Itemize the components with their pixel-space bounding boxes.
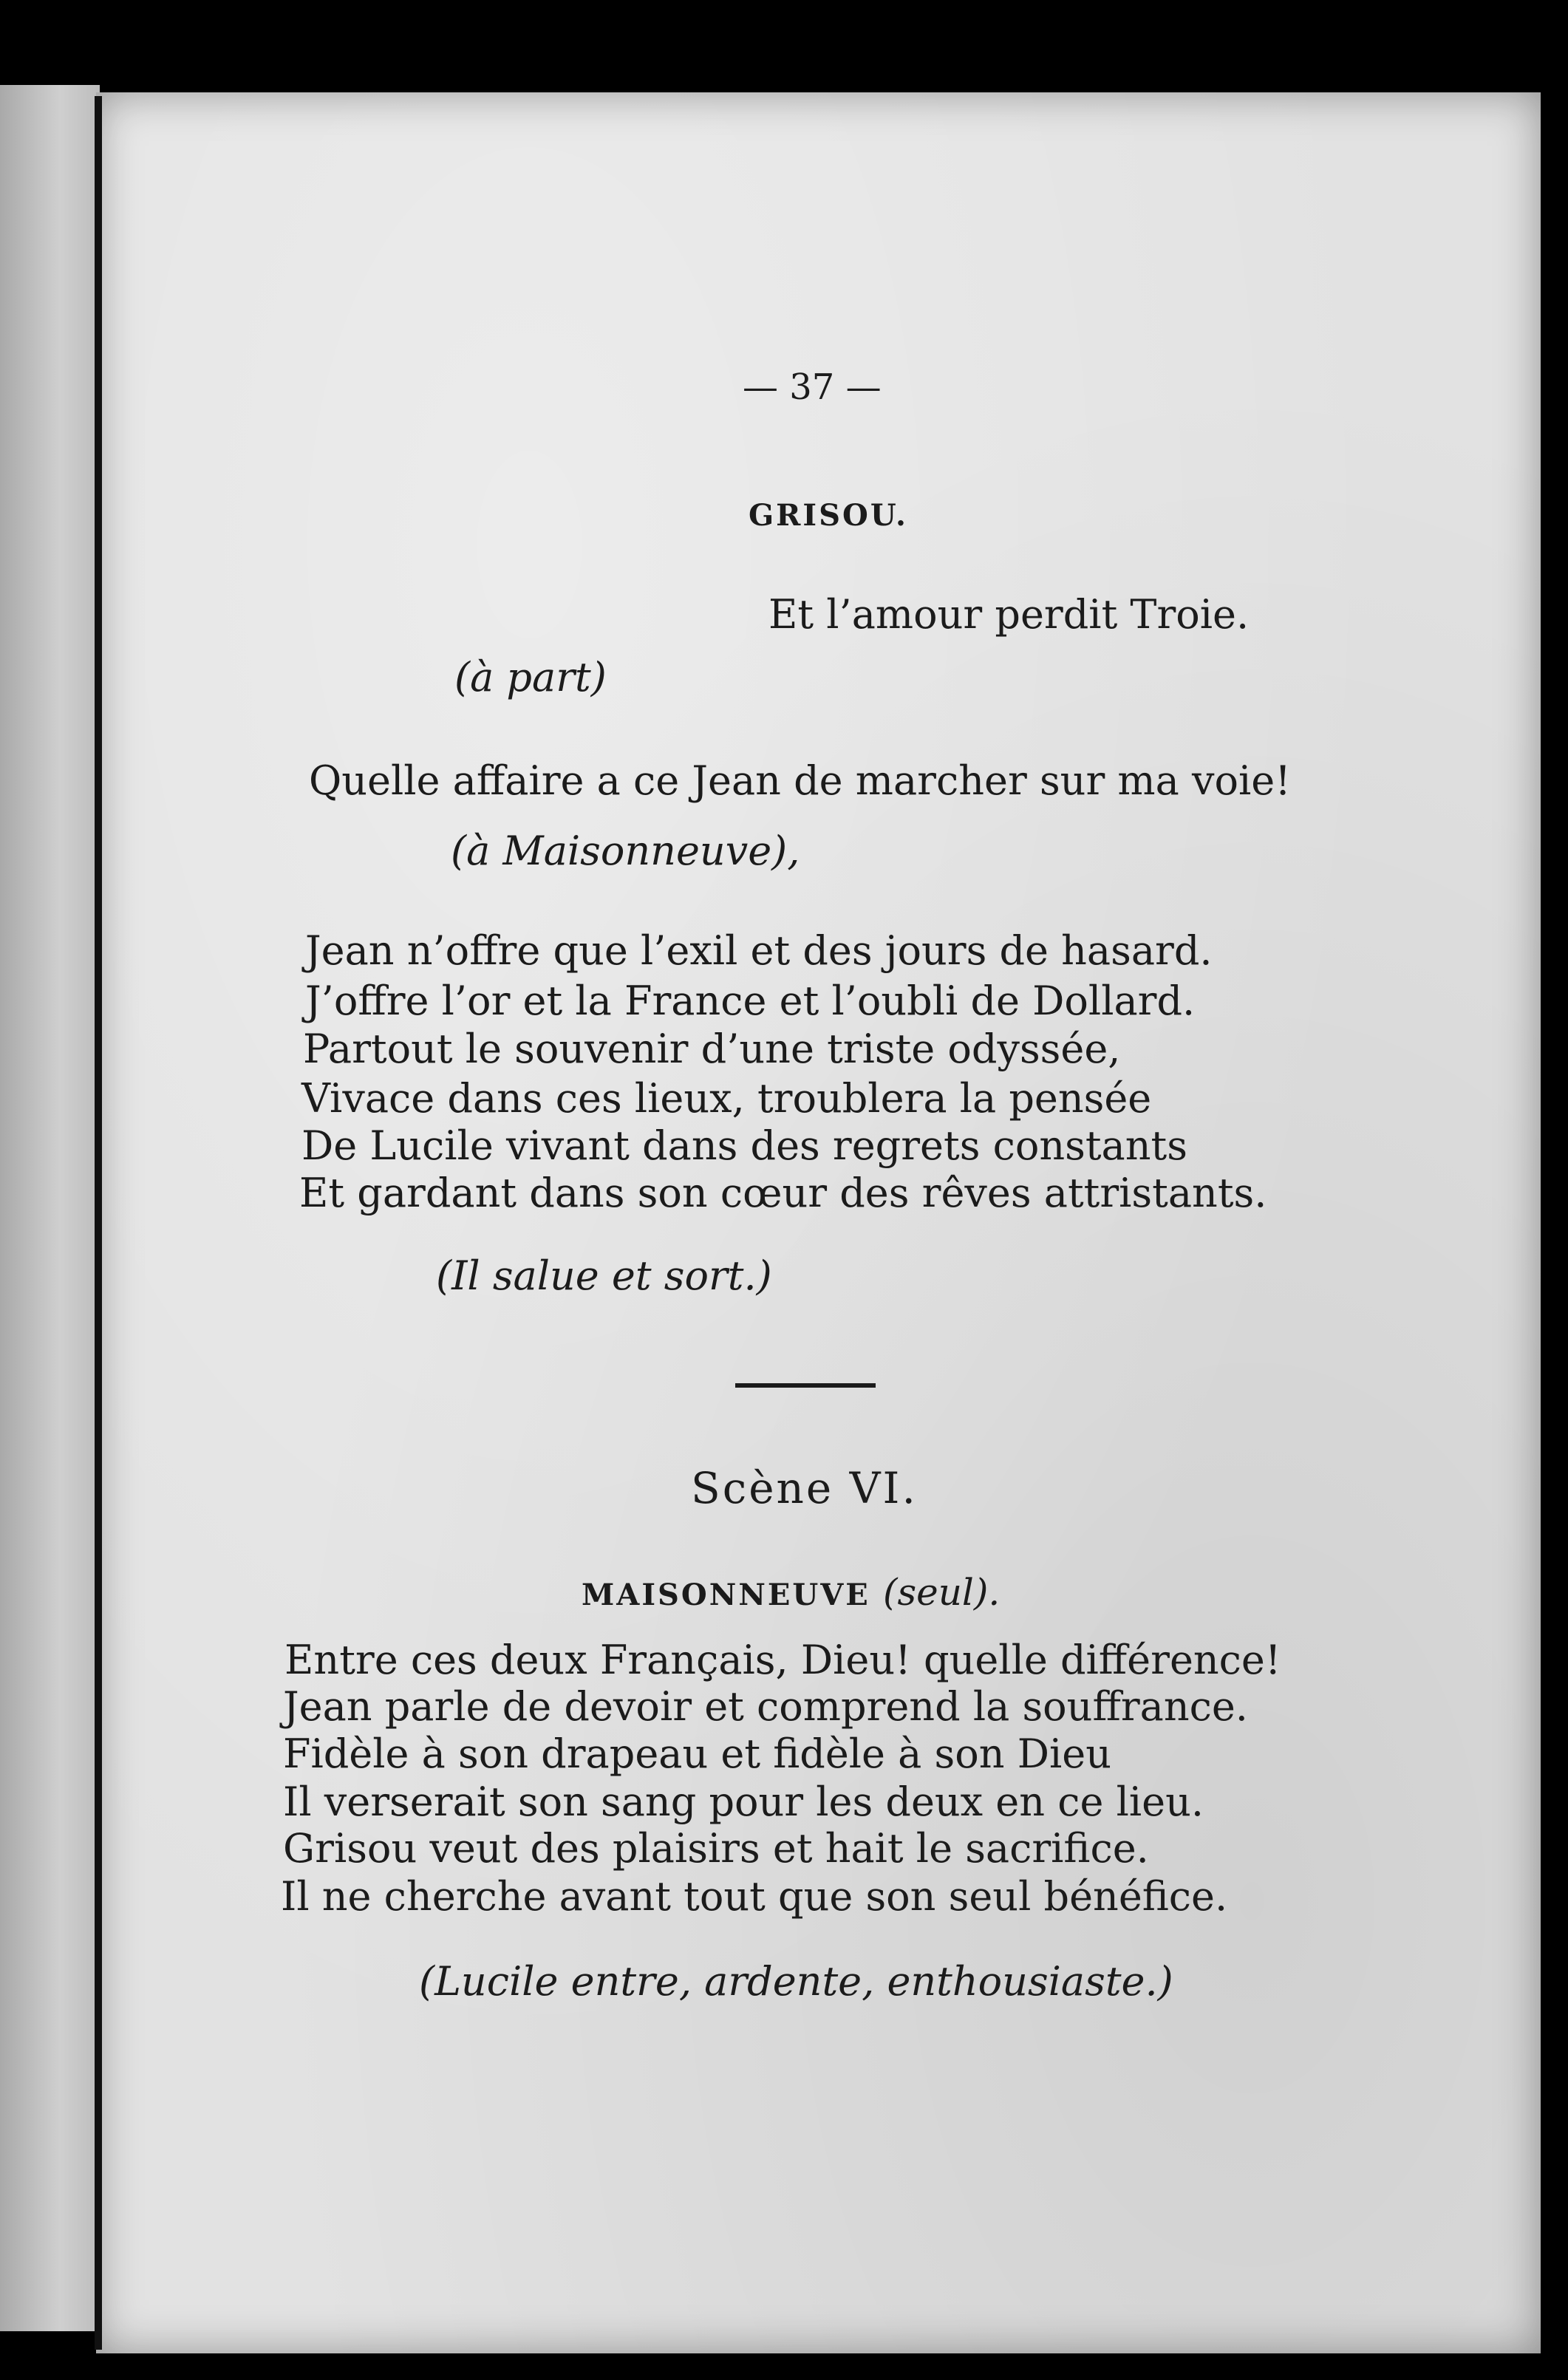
verse-line: Partout le souvenir d’une triste odyssée, (303, 1026, 1121, 1072)
verse-line: Jean n’offre que l’exil et des jours de hasard. (305, 927, 1213, 974)
stage-direction-lucile-enters: (Lucile entre, ardente, enthousiaste.) (419, 1958, 1173, 2005)
page-number: — 37 — (743, 366, 882, 408)
stage-direction-a-maisonneuve: (à Maisonneuve), (451, 828, 800, 874)
verse-line: De Lucile vivant dans des regrets constants (301, 1122, 1187, 1169)
stage-direction-exit: (Il salue et sort.) (436, 1252, 772, 1299)
verse-line: Il ne cherche avant tout que son seul bénéfice. (281, 1873, 1228, 1920)
scene-divider (735, 1383, 876, 1388)
page-spine (95, 96, 102, 2350)
book-page (96, 92, 1541, 2353)
scene-title: Scène VI. (691, 1463, 918, 1513)
speaker-maisonneuve-note: (seul). (882, 1571, 1001, 1614)
speaker-maisonneuve-header (582, 1572, 1000, 1612)
verse-line: Jean parle de devoir et comprend la souffrance. (283, 1683, 1248, 1730)
verse-line: Grisou veut des plaisirs et hait le sacrifice. (283, 1825, 1149, 1872)
verse-line: J’offre l’or et la France et l’oubli de Dollard. (305, 978, 1196, 1024)
verse-line: Il verserait son sang pour les deux en ce lieu. (283, 1779, 1204, 1825)
facing-page-edge (0, 85, 100, 2331)
verse-line: Et gardant dans son cœur des rêves attristants. (299, 1170, 1267, 1216)
speaker-grisou: GRISOU. (749, 498, 908, 533)
verse-line: Fidèle à son drapeau et fidèle à son Dieu (283, 1731, 1112, 1777)
verse-line: Entre ces deux Français, Dieu! quelle différence! (284, 1637, 1281, 1683)
speaker-maisonneuve: MAISONNEUVE (582, 1578, 870, 1612)
stage-direction-a-part: (à part) (454, 654, 607, 700)
verse-line: Vivace dans ces lieux, troublera la pensée (301, 1075, 1152, 1122)
grisou-line-1: Et l’amour perdit Troie. (768, 591, 1250, 638)
grisou-line-2: Quelle affaire a ce Jean de marcher sur ma voie! (309, 757, 1291, 804)
